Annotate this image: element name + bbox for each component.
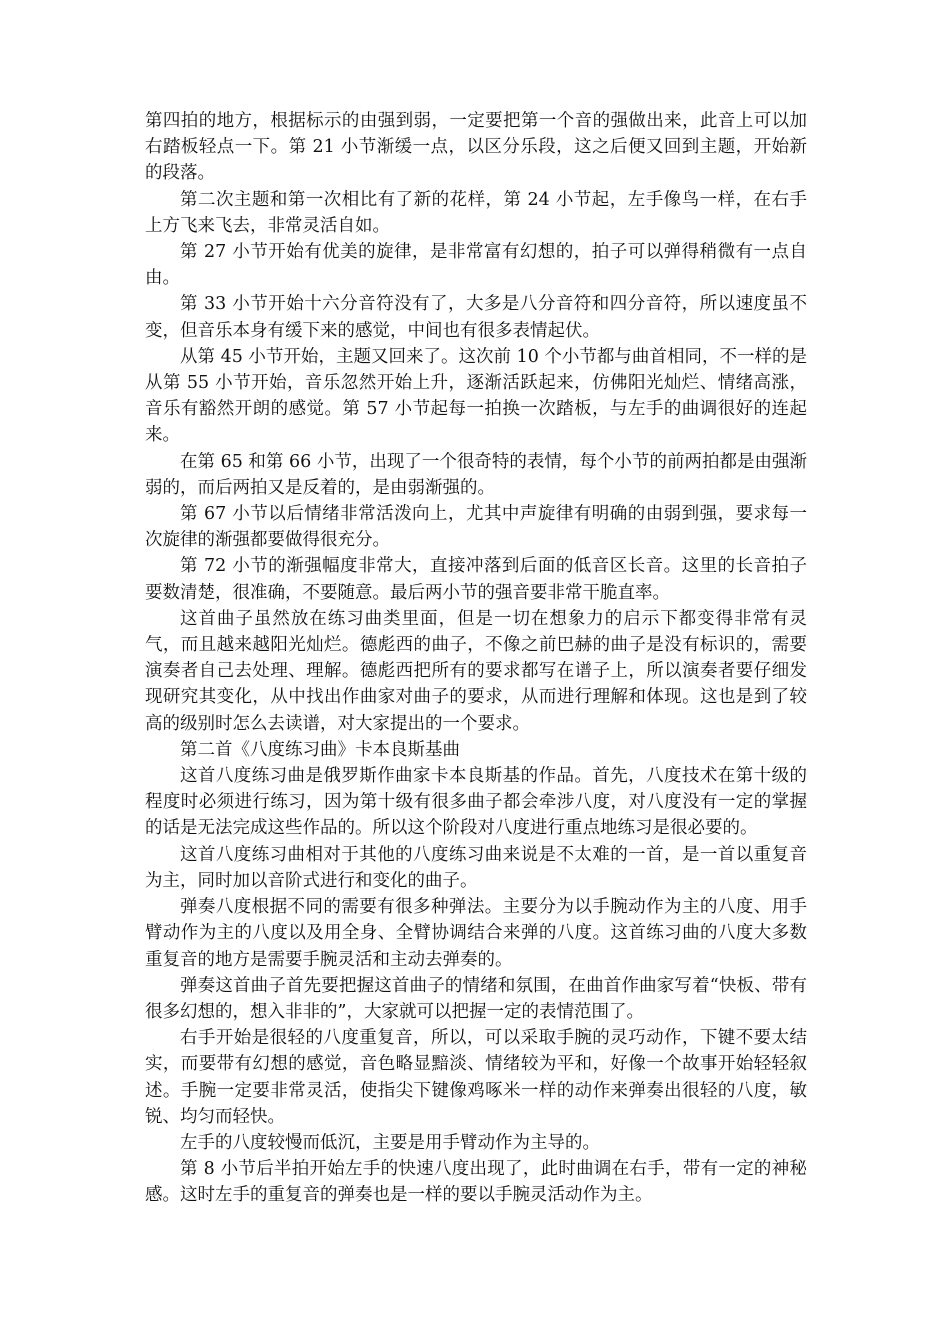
paragraph: 这首八度练习曲是俄罗斯作曲家卡本良斯基的作品。首先，八度技术在第十级的程度时必须进行练习，因为第十级有很多曲子都会牵涉八度，对八度没有一定的掌握的话是无法完成这些作品的。所以这个阶段对八度进行重点地练习是很必要的。 [145, 766, 807, 839]
paragraph: 从第 45 小节开始，主题又回来了。这次前 10 个小节都与曲首相同，不一样的是从第 55 小节开始，音乐忽然开始上升，逐渐活跃起来，仿佛阳光灿烂、情绪高涨，音乐有豁然开朗的感觉。第 57 小节起每一拍换一次踏板，与左手的曲调很好的连起来。 [145, 346, 807, 446]
paragraph: 第 67 小节以后情绪非常活泼向上，尤其中声旋律有明确的由弱到强，要求每一次旋律的渐强都要做得很充分。 [145, 504, 807, 551]
paragraph: 这首八度练习曲相对于其他的八度练习曲来说是不太难的一首，是一首以重复音为主，同时加以音阶式进行和变化的曲子。 [145, 844, 807, 891]
paragraph: 在第 65 和第 66 小节，出现了一个很奇特的表情，每个小节的前两拍都是由强渐弱的，而后两拍又是反着的，是由弱渐强的。 [145, 451, 807, 498]
paragraph: 弹奏八度根据不同的需要有很多种弹法。主要分为以手腕动作为主的八度、用手臂动作为主的八度以及用全身、全臂协调结合来弹的八度。这首练习曲的八度大多数重复音的地方是需要手腕灵活和主动去弹奏的。 [145, 897, 807, 970]
paragraph: 这首曲子虽然放在练习曲类里面，但是一切在想象力的启示下都变得非常有灵气，而且越来越阳光灿烂。德彪西的曲子，不像之前巴赫的曲子是没有标识的，需要演奏者自己去处理、理解。德彪西把所有的要求都写在谱子上，所以演奏者要仔细发现研究其变化，从中找出作曲家对曲子的要求，从而进行理解和体现。这也是到了较高的级别时怎么去读谱，对大家提出的一个要求。 [145, 608, 807, 734]
paragraph: 第 8 小节后半拍开始左手的快速八度出现了，此时曲调在右手，带有一定的神秘感。这时左手的重复音的弹奏也是一样的要以手腕灵活动作为主。 [145, 1159, 807, 1206]
paragraph: 第 27 小节开始有优美的旋律，是非常富有幻想的，拍子可以弹得稍微有一点自由。 [145, 242, 807, 289]
paragraph: 左手的八度较慢而低沉，主要是用手臂动作为主导的。 [180, 1132, 600, 1153]
paragraph-continuation: 第四拍的地方，根据标示的由强到弱，一定要把第一个音的强做出来，此音上可以加右踏板轻点一下。第 21 小节渐缓一点，以区分乐段，这之后便又回到主题，开始新的段落。 [145, 111, 807, 184]
paragraph: 右手开始是很轻的八度重复音，所以，可以采取手腕的灵巧动作，下键不要太结实，而要带有幻想的感觉，音色略显黯淡、情绪较为平和，好像一个故事开始轻轻叙述。手腕一定要非常灵活，使指尖下键像鸡啄米一样的动作来弹奏出很轻的八度，敏锐、均匀而轻快。 [145, 1028, 807, 1127]
paragraph: 弹奏这首曲子首先要把握这首曲子的情绪和氛围，在曲首作曲家写着“快板、带有很多幻想的，想入非非的”，大家就可以把握一定的表情范围了。 [145, 975, 807, 1022]
document-page [145, 108, 807, 1209]
paragraph: 第 33 小节开始十六分音符没有了，大多是八分音符和四分音符，所以速度虽不变，但音乐本身有缓下来的感觉，中间也有很多表情起伏。 [145, 294, 807, 341]
section-heading: 第二首《八度练习曲》卡本良斯基曲 [180, 739, 460, 760]
paragraph: 第 72 小节的渐强幅度非常大，直接冲落到后面的低音区长音。这里的长音拍子要数清楚，很准确，不要随意。最后两小节的强音要非常干脆直率。 [145, 556, 807, 603]
paragraph: 第二次主题和第一次相比有了新的花样，第 24 小节起，左手像鸟一样，在右手上方飞来飞去，非常灵活自如。 [145, 189, 807, 236]
